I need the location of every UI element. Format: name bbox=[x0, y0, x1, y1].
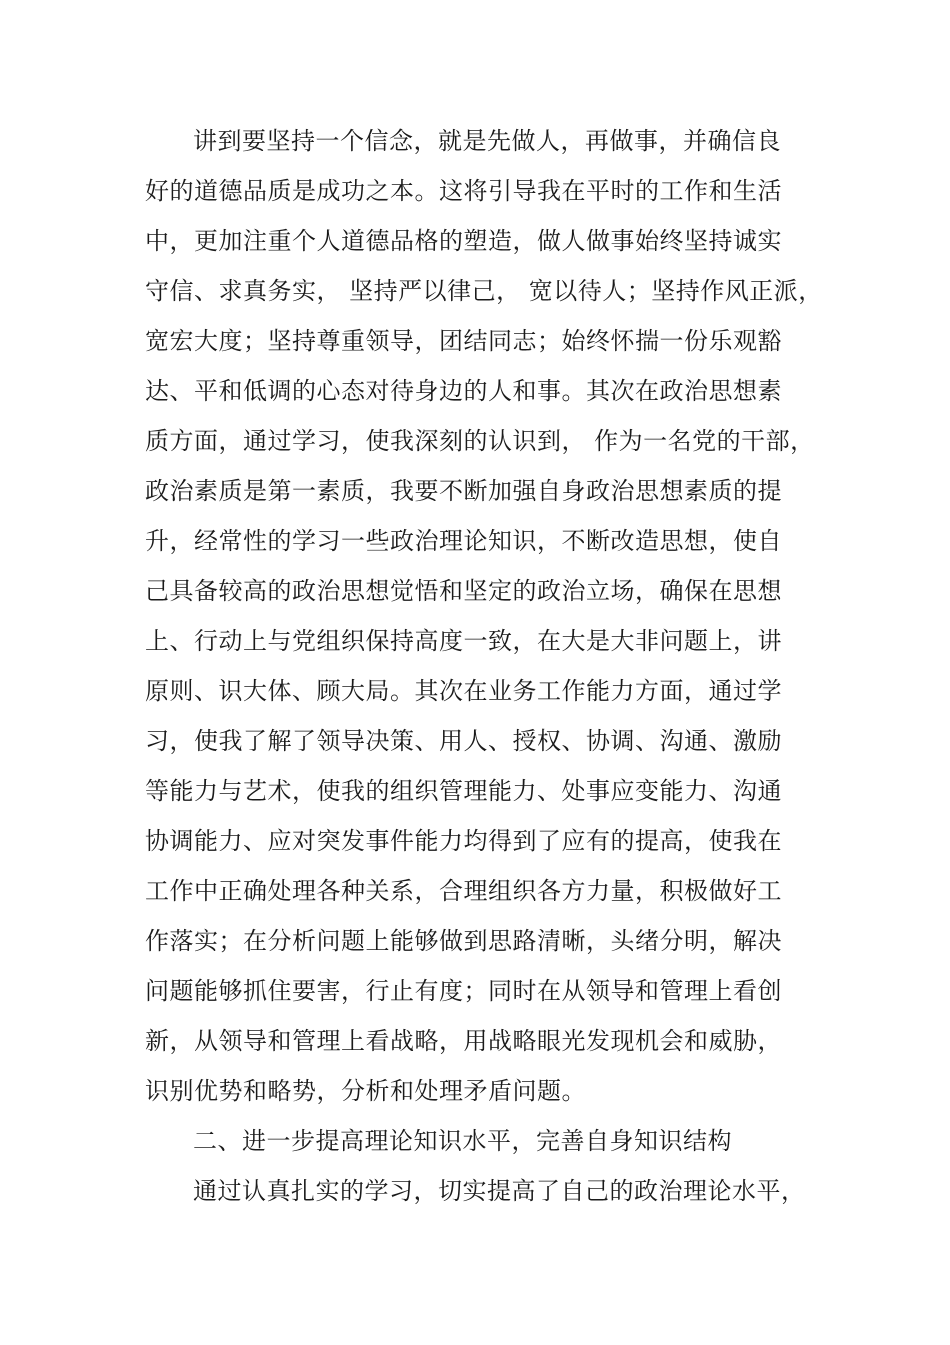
text-line: 好的道德品质是成功之本。这将引导我在平时的工作和生活 bbox=[145, 177, 782, 205]
text-line: 达、平和低调的心态对待身边的人和事。其次在政治思想素 bbox=[145, 377, 782, 405]
text-line: 识别优势和略势，分析和处理矛盾问题。 bbox=[145, 1077, 586, 1105]
text-line: 习，使我了解了领导决策、用人、授权、协调、沟通、激励 bbox=[145, 727, 782, 755]
text-line: 升，经常性的学习一些政治理论知识，不断改造思想，使自 bbox=[145, 527, 782, 555]
text-line: 守信、求真务实， 坚持严以律己， 宽以待人；坚持作风正派， bbox=[145, 277, 823, 305]
text-line: 工作中正确处理各种关系，合理组织各方力量，积极做好工 bbox=[145, 877, 782, 905]
text-line: 中，更加注重个人道德品格的塑造，做人做事始终坚持诚实 bbox=[145, 227, 782, 255]
text-line: 己具备较高的政治思想觉悟和坚定的政治立场，确保在思想 bbox=[145, 577, 782, 605]
text-line: 讲到要坚持一个信念，就是先做人，再做事，并确信良 bbox=[193, 127, 781, 155]
text-line: 问题能够抓住要害，行止有度；同时在从领导和管理上看创 bbox=[145, 977, 782, 1005]
text-line: 作落实；在分析问题上能够做到思路清晰，头绪分明，解决 bbox=[145, 927, 782, 955]
text-line: 等能力与艺术，使我的组织管理能力、处事应变能力、沟通 bbox=[145, 777, 782, 805]
section-heading: 二、进一步提高理论知识水平，完善自身知识结构 bbox=[193, 1127, 732, 1155]
text-line: 原则、识大体、顾大局。其次在业务工作能力方面，通过学 bbox=[145, 677, 782, 705]
text-line: 政治素质是第一素质，我要不断加强自身政治思想素质的提 bbox=[145, 477, 782, 505]
text-line: 新，从领导和管理上看战略，用战略眼光发现机会和威胁， bbox=[145, 1027, 782, 1055]
text-line: 协调能力、应对突发事件能力均得到了应有的提高，使我在 bbox=[145, 827, 782, 855]
text-line: 通过认真扎实的学习，切实提高了自己的政治理论水平， bbox=[193, 1177, 806, 1205]
text-line: 宽宏大度；坚持尊重领导，团结同志；始终怀揣一份乐观豁 bbox=[145, 327, 782, 355]
text-line: 上、行动上与党组织保持高度一致，在大是大非问题上，讲 bbox=[145, 627, 782, 655]
text-line: 质方面，通过学习，使我深刻的认识到， 作为一名党的干部， bbox=[145, 427, 815, 455]
document-body bbox=[145, 122, 823, 1222]
